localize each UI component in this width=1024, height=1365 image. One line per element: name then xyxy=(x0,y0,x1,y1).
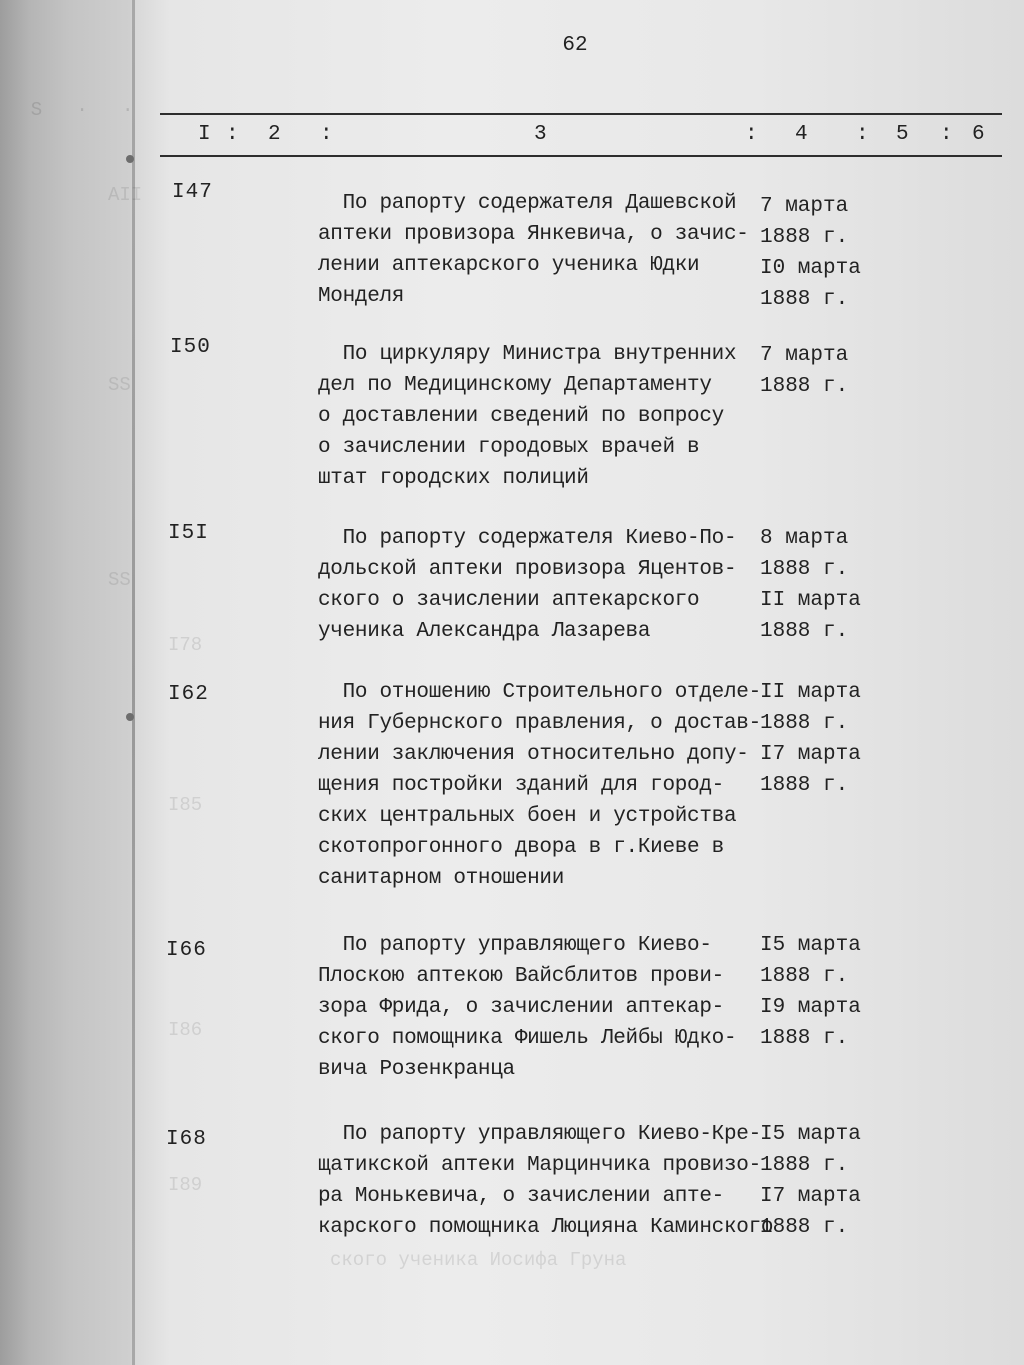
entry-description: По рапорту содержателя Дашевской аптеки провизора Янкевича, о зачис- лении аптекарского ученика Юдки Монделя xyxy=(318,192,749,308)
bleed-through-margin: I78 xyxy=(168,634,203,656)
entry-number: I66 xyxy=(166,939,207,962)
entry-dates: I5 марта 1888 г. I7 марта 1888 г. xyxy=(760,1123,861,1239)
bleed-through-margin: SS xyxy=(108,569,131,591)
entry-dates: 8 марта 1888 г. II марта 1888 г. xyxy=(760,527,861,643)
entry-number: I5I xyxy=(168,522,209,545)
bleed-through-margin: I86 xyxy=(168,1019,203,1041)
column-separator: : xyxy=(856,123,869,146)
entry-description: По рапорту управляющего Киево-Кре- щатикской аптеки Марцинчика провизо- ра Монькевича, о зачислении апте- карского помощника Люцияна Каминского xyxy=(318,1123,774,1239)
entry-description: По циркуляру Министра внутренних дел по Медицинскому Департаменту о доставлении сведений по вопросу о зачислении городовых врачей в штат городских полиций xyxy=(318,343,737,490)
column-header-5: 5 xyxy=(896,123,909,146)
column-separator: : xyxy=(940,123,953,146)
header-rule-top xyxy=(160,113,1002,115)
header-rule-bottom xyxy=(160,155,1002,157)
bleed-through-margin: AII xyxy=(108,184,143,206)
entry-dates: II марта 1888 г. I7 марта 1888 г. xyxy=(760,681,861,797)
bleed-through-margin: SS xyxy=(108,374,131,396)
entry-number: I62 xyxy=(168,683,209,706)
binding-hole xyxy=(126,155,134,163)
column-separator: : xyxy=(226,123,239,146)
entry-dates: 7 марта 1888 г. xyxy=(760,344,849,398)
entry-dates: 7 марта 1888 г. I0 марта 1888 г. xyxy=(760,195,861,311)
entry-number: I47 xyxy=(172,181,213,204)
bleed-through-margin: S · · xyxy=(8,99,134,121)
column-header-2: 2 xyxy=(268,123,281,146)
column-header-1: I xyxy=(198,123,211,146)
entry-dates: I5 марта 1888 г. I9 марта 1888 г. xyxy=(760,934,861,1050)
page-number: 62 xyxy=(562,34,588,57)
bleed-through-margin: I85 xyxy=(168,794,203,816)
bleed-through-margin: I89 xyxy=(168,1174,203,1196)
column-separator: : xyxy=(745,123,758,146)
entry-description: По рапорту содержателя Киево-По- дольской аптеки провизора Яцентов- ского о зачислении аптекарского ученика Александра Лазарева xyxy=(318,527,737,643)
binding-hole xyxy=(126,713,134,721)
entry-number: I50 xyxy=(170,336,211,359)
bleed-through-text: ского ученика Иосифа Груна xyxy=(330,1249,627,1271)
column-separator: : xyxy=(320,123,333,146)
column-header-4: 4 xyxy=(795,123,808,146)
entry-description: По рапорту управляющего Киево- Плоскою аптекою Вайсблитов прови- зора Фрида, о зачислении аптекар- ского помощника Фишель Лейбы Юдко- вича Розенкранца xyxy=(318,934,737,1081)
entry-number: I68 xyxy=(166,1128,207,1151)
column-header-6: 6 xyxy=(972,123,985,146)
column-header-3: 3 xyxy=(534,123,547,146)
entry-description: По отношению Строительного отделе- ния Губернского правления, о достав- лении заключения относительно допу- щения постройки зданий для город- ских центральных боен и устройства скотопрогонного двора в г.Киеве в санитарном отношении xyxy=(318,681,761,890)
